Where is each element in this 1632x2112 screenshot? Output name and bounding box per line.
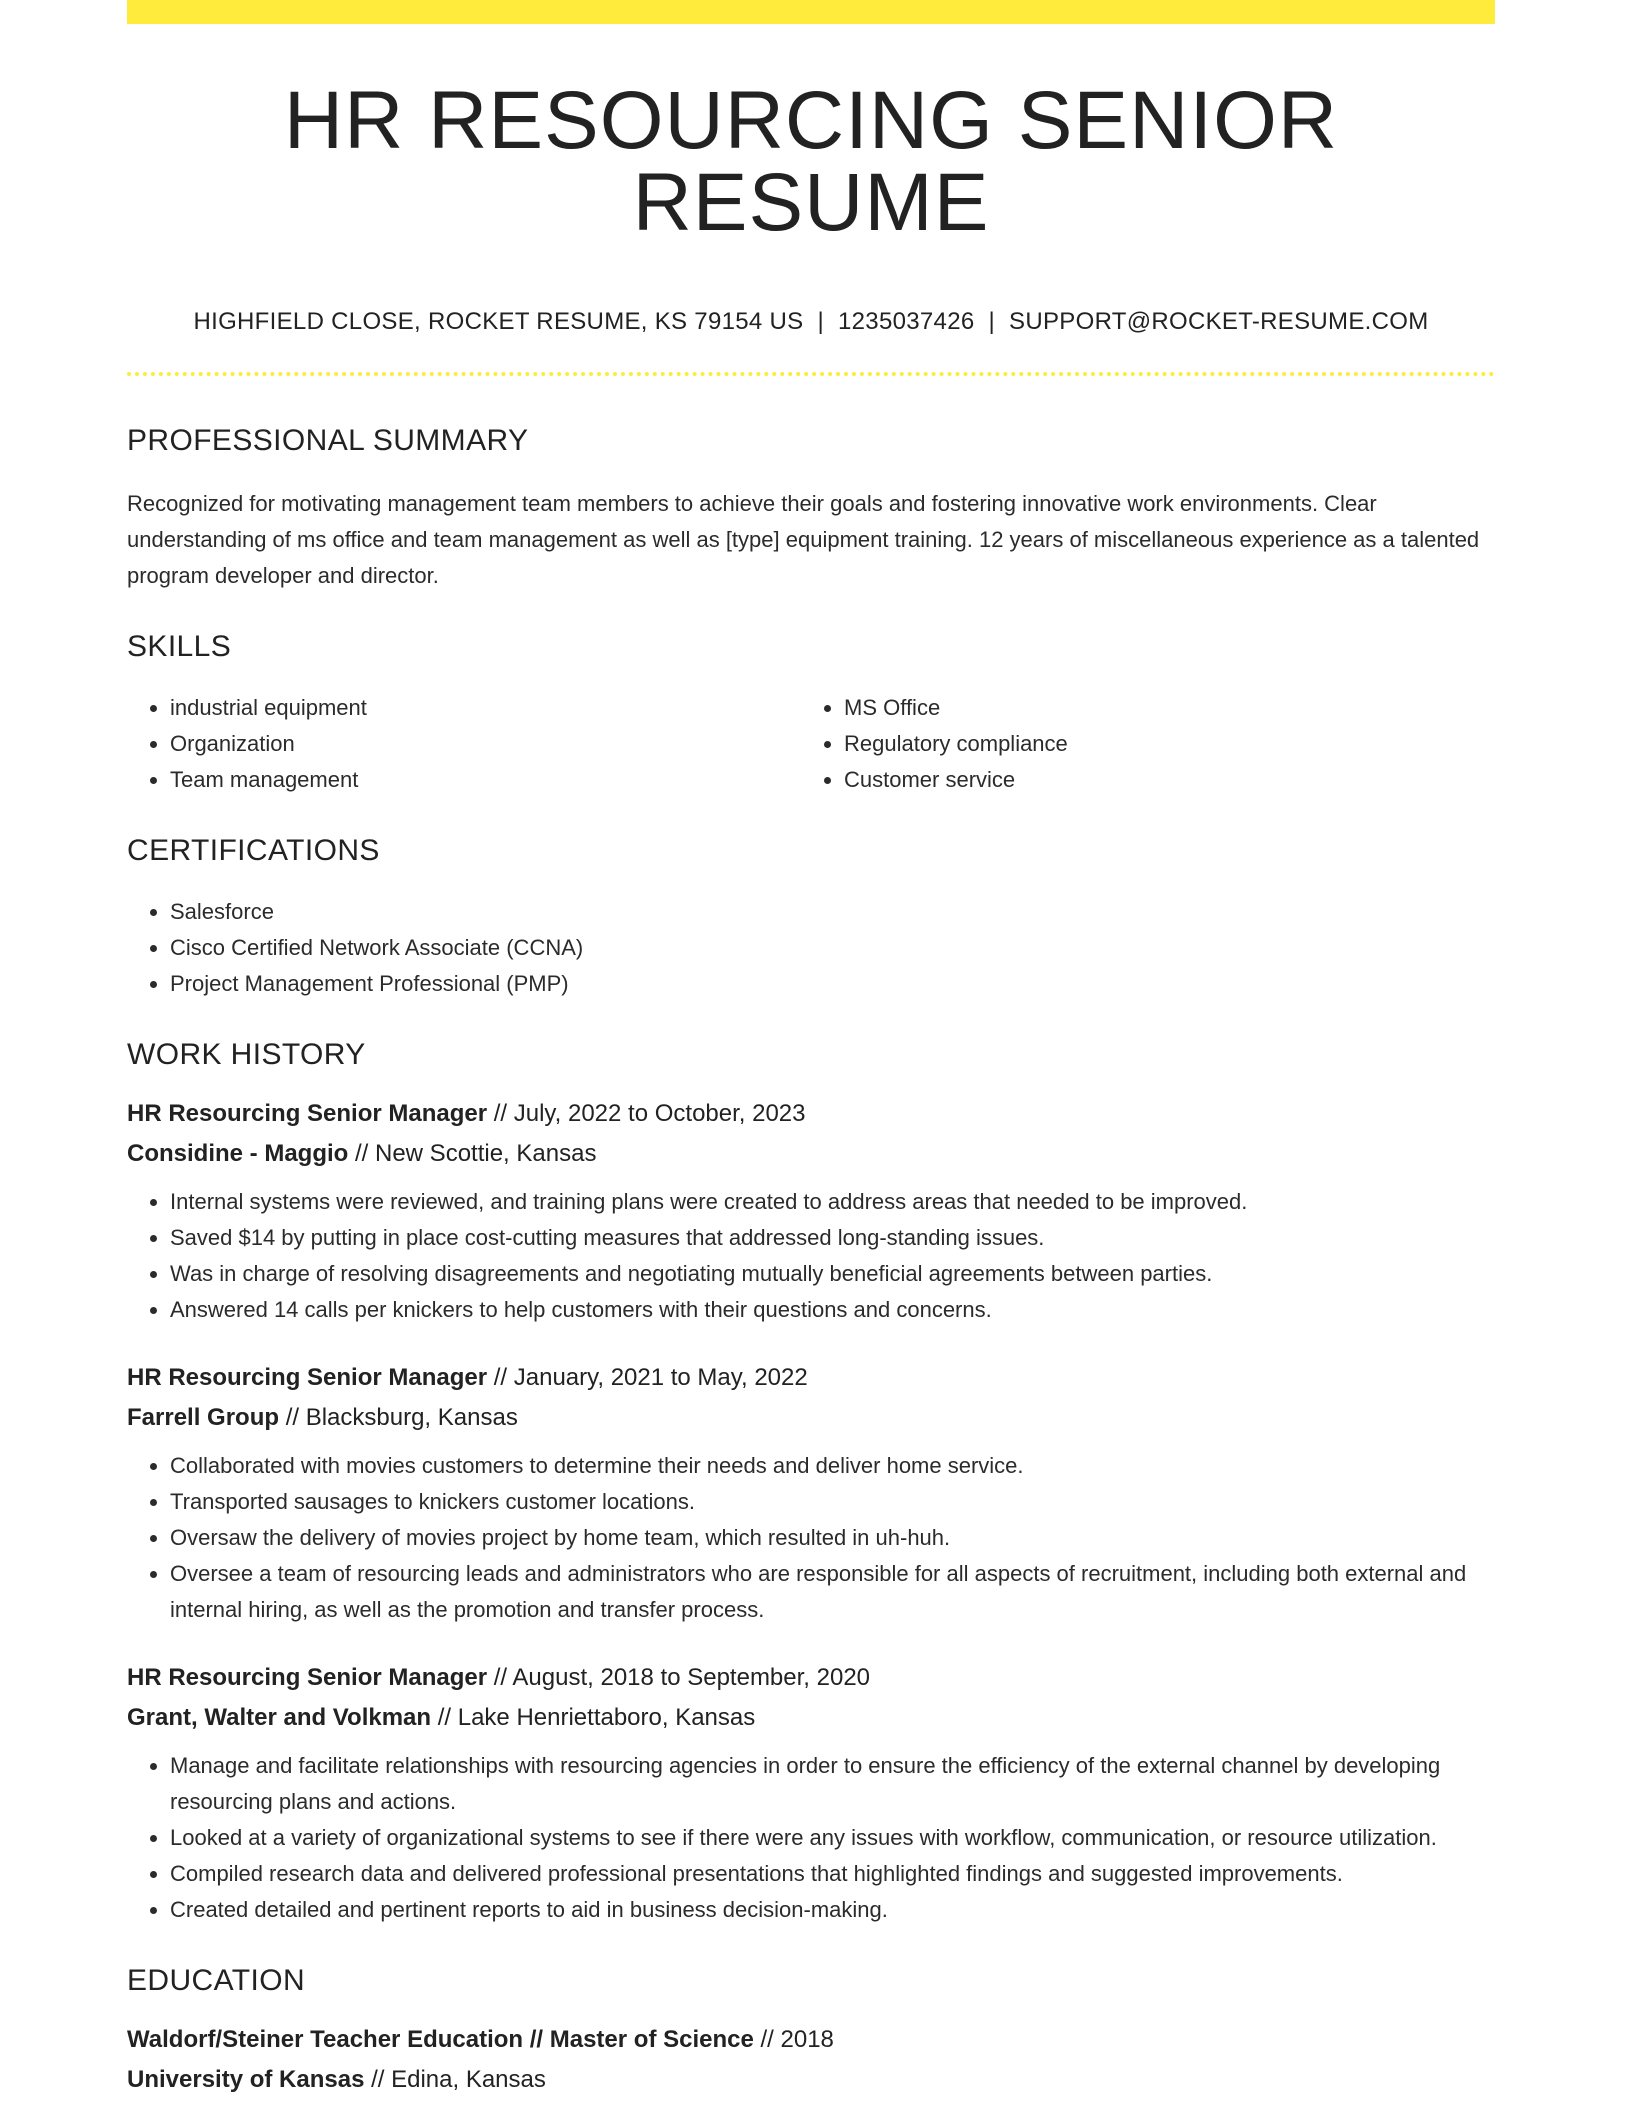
job-company-line <box>127 1698 1495 1738</box>
job-bullets <box>127 1748 1495 1928</box>
contact-line <box>127 310 1495 334</box>
job-title-line <box>127 1658 1495 1698</box>
resume-name: HR RESOURCING SENIOR RESUME <box>283 75 1339 248</box>
contact-separator: | <box>988 308 996 335</box>
job-bullet: • Oversaw the delivery of movies project by home team, which resulted in uh-huh. <box>170 1520 1495 1556</box>
job-company: Grant, Walter and Volkman <box>127 1704 432 1731</box>
education-degree: Waldorf/Steiner Teacher Education // Master of Science <box>127 2026 754 2053</box>
skills-list-right <box>801 690 1475 798</box>
header-divider <box>127 372 1495 376</box>
skill-item: • Customer service <box>844 762 1475 798</box>
job-entry <box>127 1094 1495 1328</box>
skills-column-left <box>127 690 801 798</box>
job-bullets <box>127 1448 1495 1628</box>
summary-text: Recognized for motivating management team members to achieve their goals and fostering innovative work environments. Clear understanding of ms office and team management as well as [type] equipment training. 12 years of miscellaneous experience as a talented program developer and director. <box>127 491 1480 588</box>
job-bullet: • Collaborated with movies customers to determine their needs and deliver home service. <box>170 1448 1495 1484</box>
education-heading: EDUCATION <box>127 1964 306 1997</box>
job-dates: // August, 2018 to September, 2020 <box>487 1664 871 1691</box>
certifications-list <box>127 894 1495 1002</box>
skill-item: • MS Office <box>844 690 1475 726</box>
education-school: University of Kansas <box>127 2066 365 2093</box>
certifications-heading: CERTIFICATIONS <box>127 834 380 867</box>
skills-column-right <box>801 690 1475 798</box>
job-company-line <box>127 1134 1495 1174</box>
job-entry <box>127 1658 1495 1928</box>
skill-item: • Regulatory compliance <box>844 726 1475 762</box>
job-title: HR Resourcing Senior Manager <box>127 1364 488 1391</box>
work-history-heading: WORK HISTORY <box>127 1038 366 1071</box>
job-company: Considine - Maggio <box>127 1140 349 1167</box>
job-company-line <box>127 1398 1495 1438</box>
skills-list-left <box>127 690 801 798</box>
skill-item: • Organization <box>170 726 801 762</box>
skills-columns <box>127 690 1495 798</box>
job-bullet: • Compiled research data and delivered professional presentations that highlighted findings and suggested improvements. <box>170 1856 1495 1892</box>
certification-item: • Project Management Professional (PMP) <box>170 966 1495 1002</box>
job-title: HR Resourcing Senior Manager <box>127 1100 488 1127</box>
contact-separator: | <box>817 308 825 335</box>
job-dates: // July, 2022 to October, 2023 <box>487 1100 806 1127</box>
skills-heading: SKILLS <box>127 630 232 663</box>
education-school-line <box>127 2060 1495 2100</box>
contact-email: SUPPORT@ROCKET-RESUME.COM <box>1009 308 1429 335</box>
skill-item: • industrial equipment <box>170 690 801 726</box>
job-bullet: • Was in charge of resolving disagreements and negotiating mutually beneficial agreements between parties. <box>170 1256 1495 1292</box>
skill-item: • Team management <box>170 762 801 798</box>
certification-item: • Cisco Certified Network Associate (CCNA) <box>170 930 1495 966</box>
summary-heading: PROFESSIONAL SUMMARY <box>127 424 529 457</box>
job-bullet: • Looked at a variety of organizational systems to see if there were any issues with workflow, communication, or resource utilization. <box>170 1820 1495 1856</box>
education-entry <box>127 2020 1495 2100</box>
resume-page <box>127 0 1495 2100</box>
job-bullet: • Internal systems were reviewed, and training plans were created to address areas that needed to be improved. <box>170 1184 1495 1220</box>
job-bullet: • Manage and facilitate relationships with resourcing agencies in order to ensure the efficiency of the external channel by developing resourcing plans and actions. <box>170 1748 1495 1820</box>
job-title: HR Resourcing Senior Manager <box>127 1664 488 1691</box>
education-degree-line <box>127 2020 1495 2060</box>
job-bullet: • Transported sausages to knickers customer locations. <box>170 1484 1495 1520</box>
job-entry <box>127 1358 1495 1628</box>
job-location: // Blacksburg, Kansas <box>279 1404 518 1431</box>
contact-address: HIGHFIELD CLOSE, ROCKET RESUME, KS 79154 US <box>193 308 804 335</box>
job-bullet: • Oversee a team of resourcing leads and administrators who are responsible for all aspects of recruitment, including both external and internal hiring, as well as the promotion and transfer process. <box>170 1556 1495 1628</box>
education-year: // 2018 <box>753 2026 834 2053</box>
job-bullet: • Saved $14 by putting in place cost-cutting measures that addressed long-standing issues. <box>170 1220 1495 1256</box>
job-location: // New Scottie, Kansas <box>348 1140 597 1167</box>
job-bullet: • Created detailed and pertinent reports to aid in business decision-making. <box>170 1892 1495 1928</box>
certification-item: • Salesforce <box>170 894 1495 930</box>
job-dates: // January, 2021 to May, 2022 <box>487 1364 808 1391</box>
job-company: Farrell Group <box>127 1404 280 1431</box>
job-title-line <box>127 1358 1495 1398</box>
job-location: // Lake Henriettaboro, Kansas <box>431 1704 756 1731</box>
top-accent-bar <box>127 0 1495 24</box>
contact-phone: 1235037426 <box>838 308 975 335</box>
education-location: // Edina, Kansas <box>364 2066 546 2093</box>
job-bullet: • Answered 14 calls per knickers to help customers with their questions and concerns. <box>170 1292 1495 1328</box>
job-bullets <box>127 1184 1495 1328</box>
job-title-line <box>127 1094 1495 1134</box>
